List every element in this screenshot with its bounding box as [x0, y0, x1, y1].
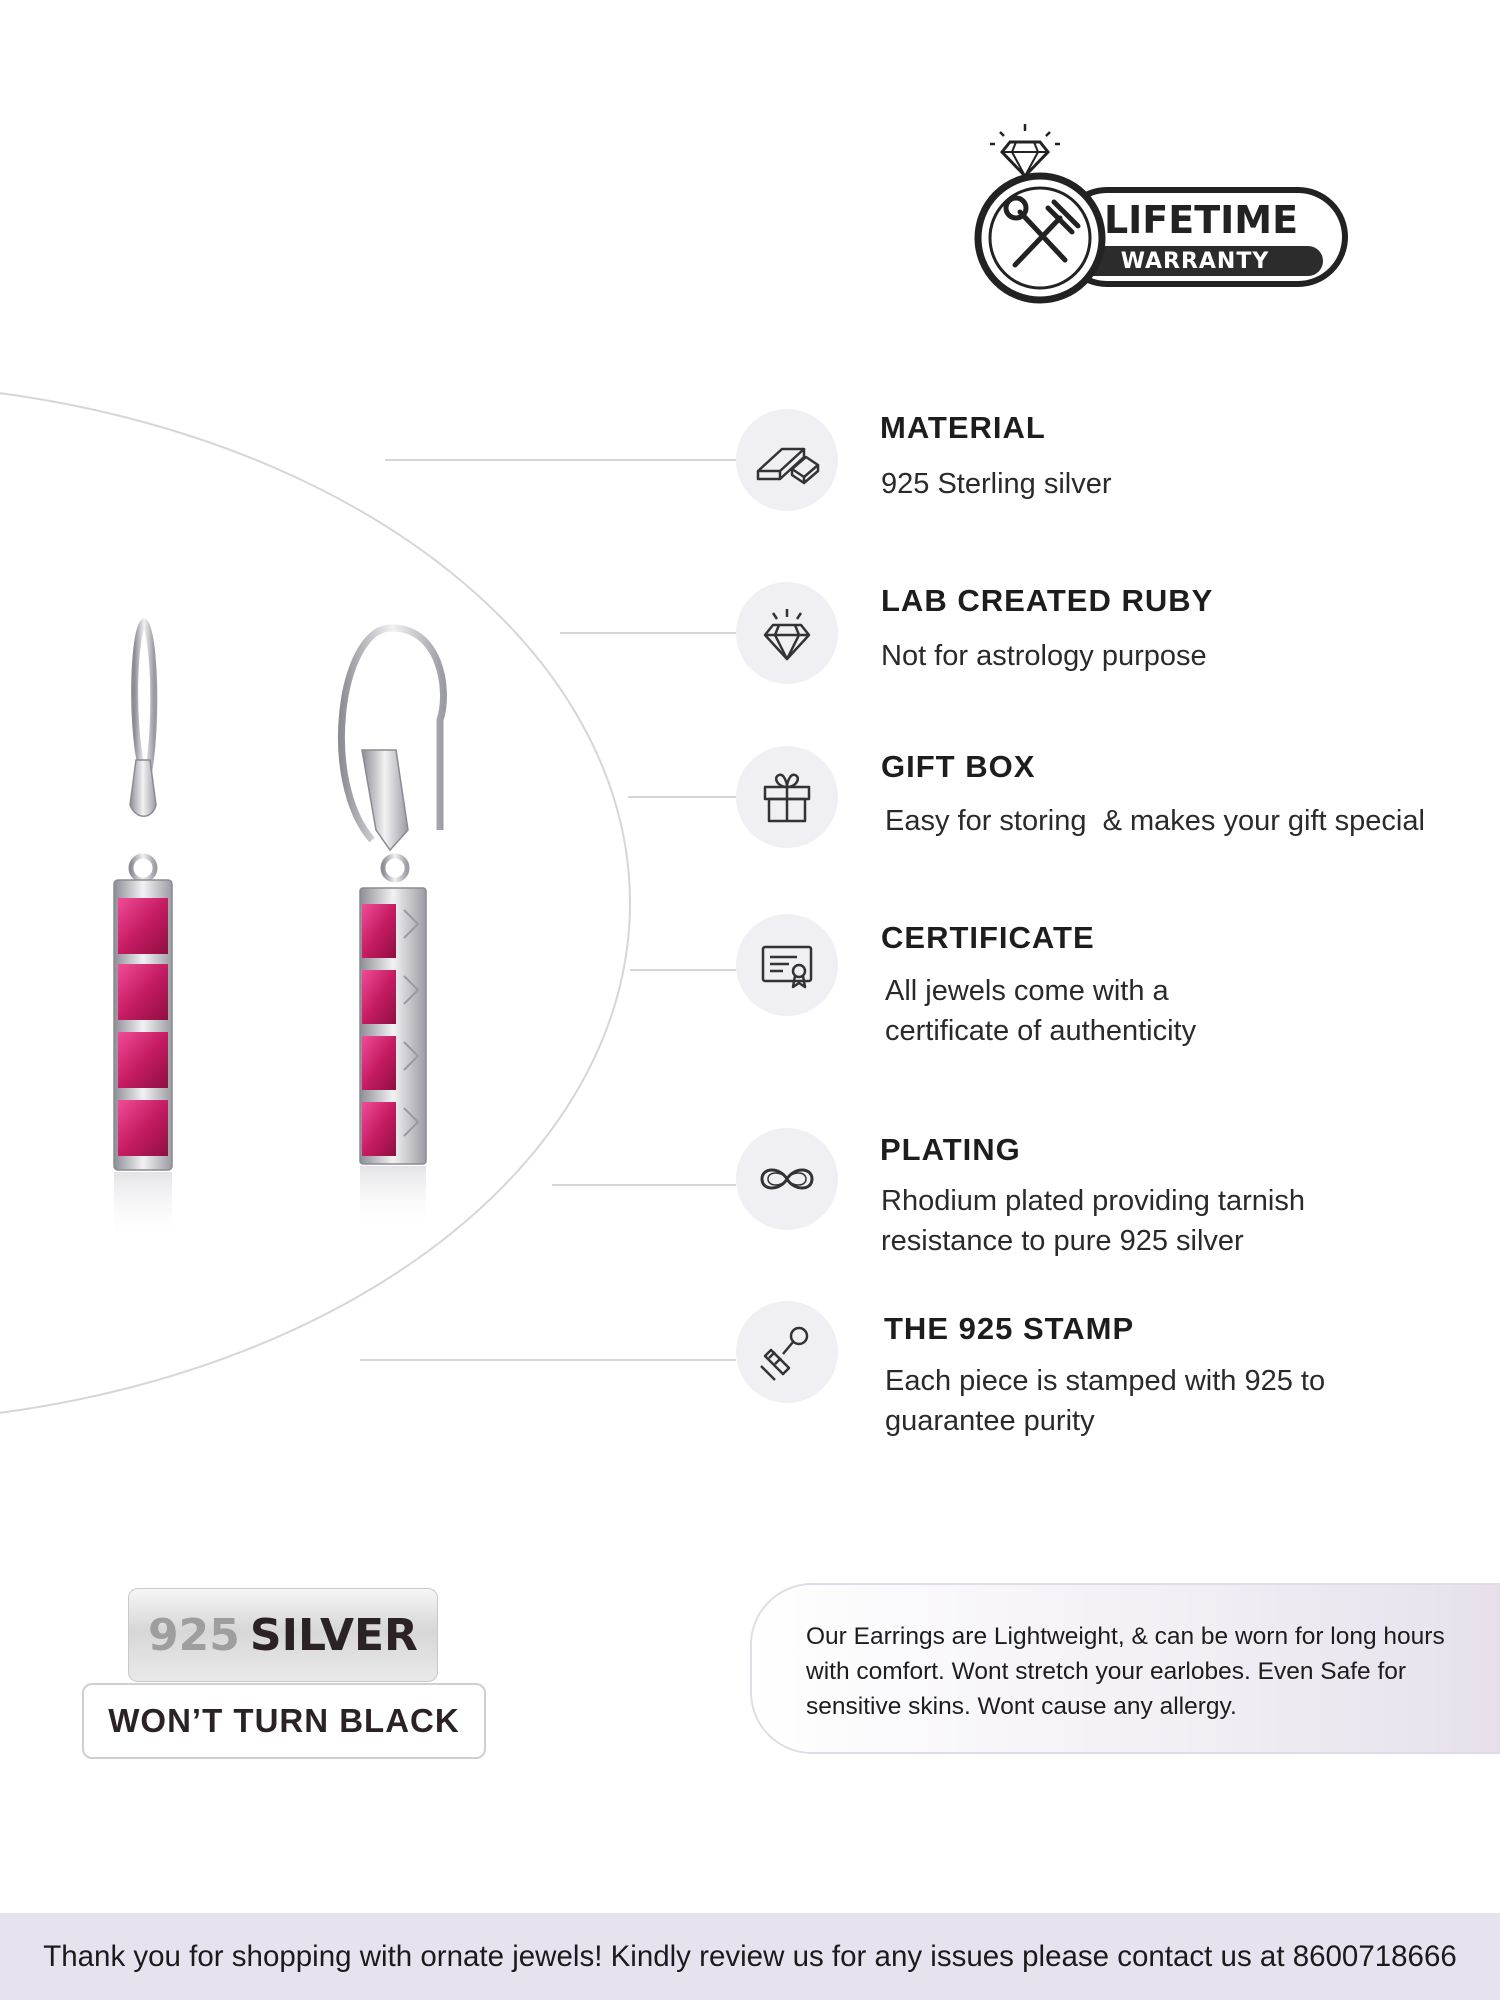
silver-badge-number: 925 [148, 1609, 240, 1661]
product-earrings-image [90, 600, 470, 1300]
feature-text-stamp: Each piece is stamped with 925 to guarantee purity [885, 1365, 1326, 1437]
lifetime-warranty-badge [960, 120, 1350, 310]
comfort-note-text: Our Earrings are Lightweight, & can be worn for long hours with comfort. Wont stretch your earlobes. Even Safe for sensitive skins. Wont cause any allergy. [806, 1623, 1445, 1720]
feature-text-plating: Rhodium plated providing tarnish resistance to pure 925 silver [881, 1185, 1305, 1257]
stamp-icon [757, 1322, 817, 1382]
diamond-icon [757, 603, 817, 663]
feature-icon-plating [736, 1128, 838, 1230]
earring-side [341, 628, 443, 1230]
infinity-icon [754, 1159, 820, 1199]
warranty-title: LIFETIME [1103, 198, 1299, 242]
feature-title-ruby: LAB CREATED RUBY [881, 583, 1214, 618]
feature-text-gift: Easy for storing & makes your gift special [885, 805, 1425, 837]
feature-text-ruby: Not for astrology purpose [881, 640, 1207, 672]
feature-title-plating: PLATING [880, 1132, 1021, 1167]
gift-box-icon [757, 767, 817, 827]
feature-icon-material [736, 409, 838, 511]
feature-text-material: 925 Sterling silver [881, 468, 1112, 500]
comfort-note-panel [752, 1585, 1500, 1752]
feature-icon-stamp [736, 1301, 838, 1403]
silver-badge-word: SILVER [249, 1609, 418, 1661]
footer-bar [0, 1913, 1500, 2000]
feature-title-material: MATERIAL [880, 410, 1046, 445]
earring-front [114, 622, 172, 1242]
certificate-icon [757, 935, 817, 995]
diamond-sparkle-icon [990, 124, 1060, 176]
silver-925-badge [128, 1588, 438, 1682]
feature-icon-ruby [736, 582, 838, 684]
wont-turn-black-badge: WON’T TURN BLACK [82, 1683, 486, 1759]
feature-title-gift: GIFT BOX [881, 749, 1036, 784]
silver-bars-icon [752, 435, 822, 485]
feature-text-certificate: All jewels come with a certificate of authenticity [885, 975, 1197, 1047]
warranty-subtitle: WARRANTY [1120, 249, 1270, 274]
footer-text: Thank you for shopping with ornate jewels! Kindly review us for any issues please contact us at 8600718666 [43, 1939, 1457, 1973]
feature-icon-gift [736, 746, 838, 848]
feature-title-certificate: CERTIFICATE [881, 920, 1095, 955]
feature-icon-certificate [736, 914, 838, 1016]
feature-title-stamp: THE 925 STAMP [884, 1311, 1135, 1346]
